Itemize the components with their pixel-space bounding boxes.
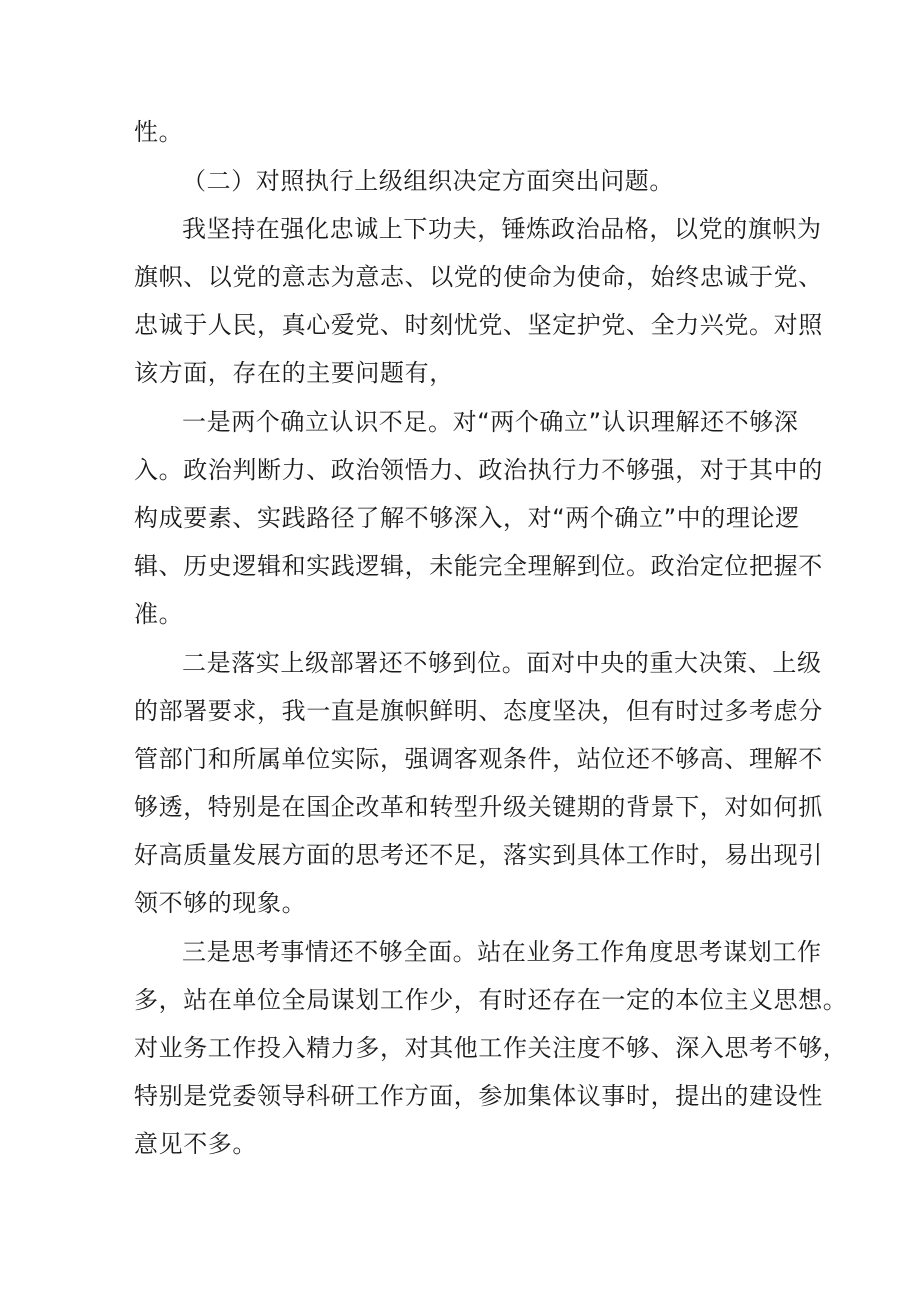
paragraph-line: 对业务工作投入精力多，对其他工作关注度不够、深入思考不够， <box>134 1034 848 1062</box>
section-heading: （二）对照执行上级组织决定方面突出问题。 <box>182 167 674 195</box>
paragraph-line: 性。 <box>134 118 184 146</box>
paragraph-line: 一是两个确立认识不足。对“两个确立”认识理解还不够深 <box>182 408 799 436</box>
paragraph-line: 好高质量发展方面的思考还不足，落实到具体工作时，易出现引 <box>134 841 823 869</box>
paragraph-line: 忠诚于人民，真心爱党、时刻忧党、坚定护党、全力兴党。对照 <box>134 311 823 339</box>
paragraph-line: 准。 <box>134 600 184 628</box>
paragraph-line: 的部署要求，我一直是旗帜鲜明、态度坚决，但有时过多考虑分 <box>134 697 823 725</box>
paragraph-line: 多，站在单位全局谋划工作少，有时还存在一定的本位主义思想。 <box>134 986 848 1014</box>
paragraph-line: 二是落实上级部署还不够到位。面对中央的重大决策、上级 <box>182 649 822 677</box>
paragraph-line: 领不够的现象。 <box>134 889 307 917</box>
paragraph-line: 意见不多。 <box>134 1130 257 1158</box>
paragraph-line: 够透，特别是在国企改革和转型升级关键期的背景下，对如何抓 <box>134 793 823 821</box>
paragraph-line: 特别是党委领导科研工作方面，参加集体议事时，提出的建设性 <box>134 1082 823 1110</box>
paragraph-line: 我坚持在强化忠诚上下功夫，锤炼政治品格，以党的旗帜为 <box>182 215 822 243</box>
paragraph-line: 三是思考事情还不够全面。站在业务工作角度思考谋划工作 <box>182 938 822 966</box>
paragraph-line: 构成要素、实践路径了解不够深入，对“两个确立”中的理论逻 <box>134 504 800 532</box>
paragraph-line: 该方面，存在的主要问题有， <box>134 359 454 387</box>
paragraph-line: 旗帜、以党的意志为意志、以党的使命为使命，始终忠诚于党、 <box>134 263 823 291</box>
paragraph-line: 管部门和所属单位实际，强调客观条件，站位还不够高、理解不 <box>134 745 823 773</box>
paragraph-line: 入。政治判断力、政治领悟力、政治执行力不够强，对于其中的 <box>134 456 823 484</box>
paragraph-line: 辑、历史逻辑和实践逻辑，未能完全理解到位。政治定位把握不 <box>134 552 823 580</box>
